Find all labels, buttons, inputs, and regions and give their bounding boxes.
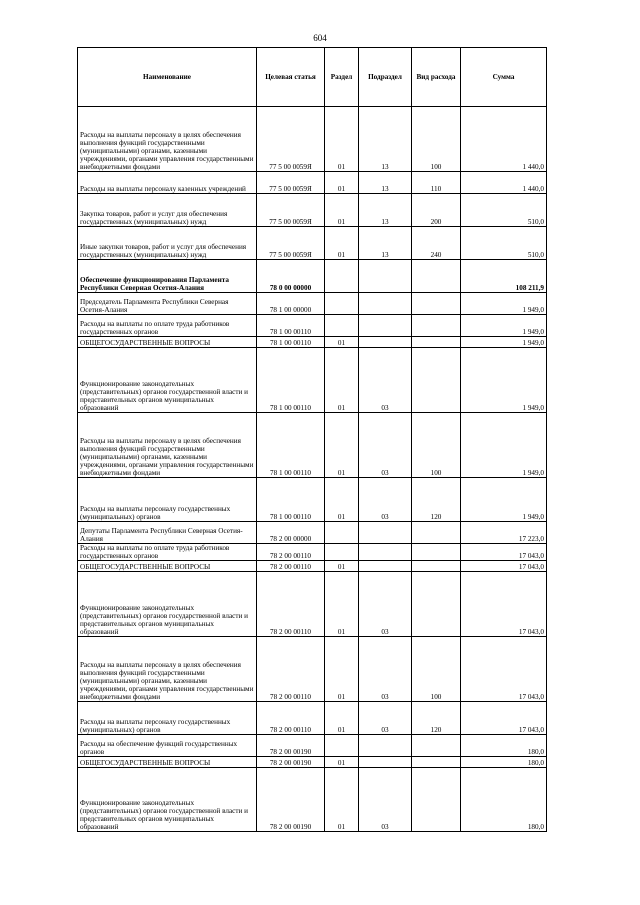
cell-art: 78 1 00 00000 [257, 293, 325, 315]
cell-vid [412, 544, 461, 561]
cell-sec [325, 315, 359, 337]
cell-sum: 1 949,0 [461, 315, 547, 337]
cell-vid [412, 572, 461, 637]
cell-sum: 17 043,0 [461, 561, 547, 572]
cell-name: Депутаты Парламента Республики Северная Осетия-Алания [78, 522, 257, 544]
cell-sec [325, 735, 359, 757]
cell-vid [412, 348, 461, 413]
table-row [78, 478, 547, 522]
cell-art: 78 1 00 00110 [257, 348, 325, 413]
table-row [78, 702, 547, 735]
cell-sec: 01 [325, 768, 359, 832]
cell-sum: 17 043,0 [461, 637, 547, 702]
cell-sub [359, 315, 412, 337]
cell-sum: 1 440,0 [461, 172, 547, 194]
cell-sub [359, 260, 412, 293]
cell-art: 78 1 00 00110 [257, 413, 325, 478]
table-row [78, 637, 547, 702]
table-row [78, 768, 547, 832]
table-header-row [78, 48, 547, 107]
cell-name: Расходы на выплаты персоналу казенных учреждений [78, 172, 257, 194]
cell-sub [359, 757, 412, 768]
cell-art: 77 5 00 0059Я [257, 107, 325, 172]
cell-sub: 13 [359, 194, 412, 227]
cell-name: Закупка товаров, работ и услуг для обеспечения государственных (муниципальных) нужд [78, 194, 257, 227]
cell-sub: 03 [359, 478, 412, 522]
cell-vid [412, 337, 461, 348]
cell-sec: 01 [325, 413, 359, 478]
cell-art: 78 2 00 00110 [257, 572, 325, 637]
cell-sub: 03 [359, 413, 412, 478]
header-section: Раздел [325, 48, 359, 107]
cell-vid: 110 [412, 172, 461, 194]
cell-sum: 1 949,0 [461, 478, 547, 522]
cell-sum: 180,0 [461, 735, 547, 757]
cell-vid: 100 [412, 107, 461, 172]
cell-vid: 120 [412, 702, 461, 735]
cell-vid [412, 768, 461, 832]
table-row [78, 757, 547, 768]
cell-sum: 510,0 [461, 227, 547, 260]
cell-sum: 1 440,0 [461, 107, 547, 172]
table-row [78, 735, 547, 757]
cell-art: 78 1 00 00110 [257, 315, 325, 337]
cell-sum: 1 949,0 [461, 348, 547, 413]
table-row [78, 172, 547, 194]
cell-vid [412, 735, 461, 757]
cell-vid [412, 757, 461, 768]
page-number: 604 [313, 33, 327, 43]
cell-name: Функционирование законодательных (представительных) органов государственной власти и представительных органов муниципальных образований [78, 768, 257, 832]
cell-vid: 120 [412, 478, 461, 522]
table-row [78, 293, 547, 315]
cell-vid: 100 [412, 413, 461, 478]
cell-sec: 01 [325, 561, 359, 572]
cell-sum: 17 043,0 [461, 544, 547, 561]
cell-vid: 100 [412, 637, 461, 702]
header-article: Целевая статья [257, 48, 325, 107]
cell-sec: 01 [325, 107, 359, 172]
cell-art: 78 2 00 00110 [257, 561, 325, 572]
cell-name: Председатель Парламента Республики Северная Осетия-Алания [78, 293, 257, 315]
cell-sec: 01 [325, 478, 359, 522]
cell-sub: 13 [359, 107, 412, 172]
header-vid: Вид расхода [412, 48, 461, 107]
cell-vid [412, 561, 461, 572]
cell-sec: 01 [325, 172, 359, 194]
cell-name: Расходы на выплаты персоналу в целях обеспечения выполнения функций государственными (муниципальными) органами, казенными учреждениями, органами управления государственными внебюджетными фондами [78, 107, 257, 172]
table-row [78, 227, 547, 260]
table-row [78, 194, 547, 227]
cell-sec [325, 260, 359, 293]
cell-vid [412, 522, 461, 544]
cell-sec [325, 522, 359, 544]
cell-sub [359, 544, 412, 561]
cell-sub: 03 [359, 348, 412, 413]
cell-name: Обеспечение функционирования Парламента Республики Северная Осетия-Алания [78, 260, 257, 293]
cell-art: 77 5 00 0059Я [257, 227, 325, 260]
cell-art: 78 1 00 00110 [257, 337, 325, 348]
table-row [78, 522, 547, 544]
table-row [78, 413, 547, 478]
cell-art: 78 2 00 00110 [257, 544, 325, 561]
table-row [78, 260, 547, 293]
cell-name: Расходы на выплаты по оплате труда работников государственных органов [78, 315, 257, 337]
table-row [78, 544, 547, 561]
cell-art: 77 5 00 0059Я [257, 194, 325, 227]
cell-sum: 510,0 [461, 194, 547, 227]
cell-sub [359, 293, 412, 315]
header-name: Наименование [78, 48, 257, 107]
table-row [78, 337, 547, 348]
cell-sum: 17 223,0 [461, 522, 547, 544]
cell-name: ОБЩЕГОСУДАРСТВЕННЫЕ ВОПРОСЫ [78, 561, 257, 572]
table-row [78, 315, 547, 337]
table-row [78, 561, 547, 572]
cell-art: 78 2 00 00000 [257, 522, 325, 544]
cell-sec: 01 [325, 637, 359, 702]
cell-sub [359, 337, 412, 348]
cell-art: 78 2 00 00190 [257, 768, 325, 832]
cell-name: ОБЩЕГОСУДАРСТВЕННЫЕ ВОПРОСЫ [78, 337, 257, 348]
cell-sec [325, 293, 359, 315]
cell-sec: 01 [325, 227, 359, 260]
cell-name: Функционирование законодательных (представительных) органов государственной власти и представительных органов муниципальных образований [78, 572, 257, 637]
cell-art: 78 0 00 00000 [257, 260, 325, 293]
cell-name: Расходы на выплаты персоналу государственных (муниципальных) органов [78, 478, 257, 522]
cell-name: Расходы на выплаты персоналу в целях обеспечения выполнения функций государственными (муниципальными) органами, казенными учреждениями, органами управления государственными внебюджетными фондами [78, 637, 257, 702]
cell-sum: 1 949,0 [461, 413, 547, 478]
cell-sum: 17 043,0 [461, 702, 547, 735]
cell-sub: 03 [359, 572, 412, 637]
cell-vid [412, 293, 461, 315]
cell-sum: 1 949,0 [461, 337, 547, 348]
cell-sec: 01 [325, 348, 359, 413]
cell-sub [359, 522, 412, 544]
cell-sum: 17 043,0 [461, 572, 547, 637]
table-body [78, 107, 547, 832]
cell-art: 78 1 00 00110 [257, 478, 325, 522]
cell-sub: 03 [359, 768, 412, 832]
cell-name: Расходы на выплаты персоналу в целях обеспечения выполнения функций государственными (муниципальными) органами, казенными учреждениями, органами управления государственными внебюджетными фондами [78, 413, 257, 478]
cell-sec: 01 [325, 337, 359, 348]
cell-sec: 01 [325, 702, 359, 735]
cell-vid [412, 315, 461, 337]
cell-sec: 01 [325, 757, 359, 768]
cell-sum: 180,0 [461, 757, 547, 768]
cell-sub [359, 561, 412, 572]
cell-name: Расходы на выплаты персоналу государственных (муниципальных) органов [78, 702, 257, 735]
cell-name: Функционирование законодательных (представительных) органов государственной власти и представительных органов муниципальных образований [78, 348, 257, 413]
cell-sec [325, 544, 359, 561]
cell-sum: 180,0 [461, 768, 547, 832]
cell-sub: 03 [359, 702, 412, 735]
cell-sec: 01 [325, 194, 359, 227]
cell-art: 77 5 00 0059Я [257, 172, 325, 194]
cell-art: 78 2 00 00190 [257, 757, 325, 768]
header-sum: Сумма [461, 48, 547, 107]
cell-vid: 200 [412, 194, 461, 227]
cell-art: 78 2 00 00110 [257, 637, 325, 702]
cell-name: Расходы на выплаты по оплате труда работников государственных органов [78, 544, 257, 561]
cell-sum: 1 949,0 [461, 293, 547, 315]
cell-name: ОБЩЕГОСУДАРСТВЕННЫЕ ВОПРОСЫ [78, 757, 257, 768]
cell-sub: 03 [359, 637, 412, 702]
cell-art: 78 2 00 00110 [257, 702, 325, 735]
table-row [78, 348, 547, 413]
cell-vid: 240 [412, 227, 461, 260]
cell-name: Расходы на обеспечение функций государственных органов [78, 735, 257, 757]
cell-sub: 13 [359, 172, 412, 194]
cell-vid [412, 260, 461, 293]
cell-sub: 13 [359, 227, 412, 260]
cell-name: Иные закупки товаров, работ и услуг для обеспечения государственных (муниципальных) нужд [78, 227, 257, 260]
cell-art: 78 2 00 00190 [257, 735, 325, 757]
table-row [78, 107, 547, 172]
table-row [78, 572, 547, 637]
cell-sum: 108 211,9 [461, 260, 547, 293]
budget-table [77, 47, 547, 832]
cell-sec: 01 [325, 572, 359, 637]
header-subsection: Подраздел [359, 48, 412, 107]
cell-sub [359, 735, 412, 757]
